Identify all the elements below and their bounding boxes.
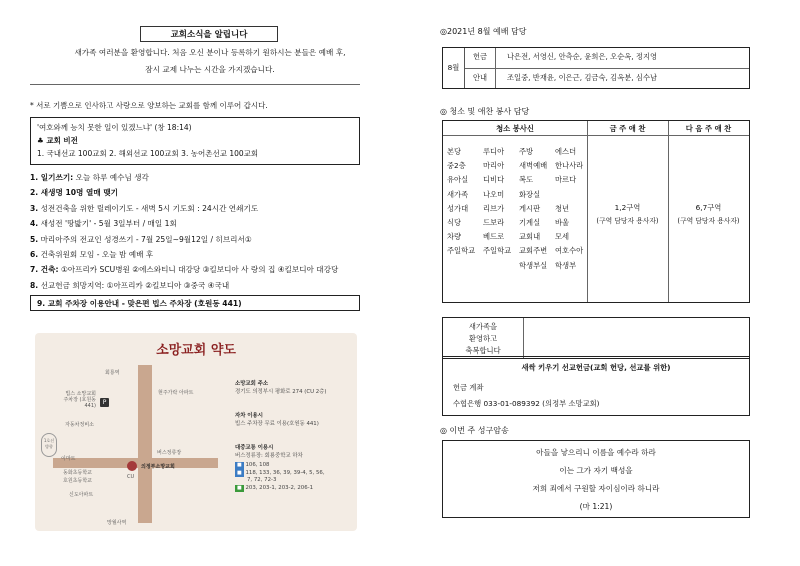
map-label-garage: 자동차정비소	[65, 422, 94, 428]
greeting-text: * 서로 기쁨으로 인사하고 사랑으로 양보하는 교회를 함께 이루어 갑시다.	[30, 101, 268, 110]
duty-row-label: 헌금	[472, 52, 488, 61]
list-item: 6. 건축위원회 모임 - 오늘 밤 예배 후	[30, 250, 154, 260]
map-label-apt: 현주가락 아파트	[158, 390, 194, 396]
next-week-note: (구역 담당자 용사자)	[677, 217, 740, 225]
this-week-note: (구역 담당자 용사자)	[596, 217, 659, 225]
map-label-school2: 호원초등학교	[63, 478, 92, 484]
map-label-church: 의정부소망교회	[141, 464, 175, 470]
memory-verse-box	[442, 440, 750, 518]
map-label-bottom: 망월사역	[107, 520, 127, 526]
seed-offering-box	[442, 356, 750, 416]
map-label-school: 동화초등학교	[63, 470, 92, 476]
map-info-address: 소망교회 주소 경기도 의정부시 평화로 274 (CU 2층)	[235, 381, 327, 395]
clean-col-areas: 본당 중2층 유아실 새가족 성가대 식당 차량 주일학교	[447, 147, 476, 256]
map-label-mart: 이마트	[61, 456, 76, 462]
notice-list	[30, 170, 370, 293]
vision-title: ♣ 교회 비전	[37, 136, 78, 145]
seed-offering-title: 새싹 키우기 선교헌금(교회 헌당, 선교를 위한)	[521, 363, 671, 372]
map-title: 소망교회 약도	[156, 343, 236, 358]
vision-box	[30, 117, 360, 165]
col-head-service: 청소 봉사신	[496, 124, 534, 133]
church-marker-icon	[127, 461, 137, 471]
notice-title: 교회소식을 알립니다	[140, 26, 278, 42]
list-item: 8. 선교헌금 희망지역: ①아프리카 ②킬보디아 ③중국 ④국내	[30, 280, 230, 290]
list-item: 3. 성전건축을 위한 릴레이기도 - 새벽 5시 기도회 : 24시간 연쇄기도	[30, 203, 259, 213]
map-info-transit: 대중교통 이용시 버스정류장: 회룡중학교 하차 ■ 106, 108 ■ 118, 133, 36, 39, 39-4, 5, 56, 7, 72, 72-3 ■ 203, 203-1, 203-2, 206-1	[235, 445, 325, 491]
account-label: 헌금 계좌	[453, 383, 484, 392]
map-label-top: 회룡역	[105, 370, 120, 376]
duty-row-names: 조일중, 반재윤, 이은근, 김금숙, 김옥분, 심수남	[507, 73, 658, 82]
map-info-car: 자차 이용시 빕스 주차장 무료 이용(호원동 441)	[235, 413, 319, 427]
next-week-groups: 6,7구역	[695, 203, 722, 212]
road-vertical	[138, 365, 152, 523]
map-label-vips: 빕스 소망교회 주차장 (호원동 441)	[63, 391, 96, 409]
vision-list: 1. 국내선교 100교회 2. 해외선교 100교회 3. 농어촌선교 100교회	[37, 149, 259, 158]
bus-badge-icon: ■	[237, 484, 242, 491]
section-title-clean: ◎ 청소 및 애찬 봉사 담당	[440, 107, 530, 116]
verse-line: 아들을 낳으리니 이름을 예수라 하라	[536, 448, 656, 457]
duty-month: 8월	[443, 48, 465, 88]
duty-row-label: 안내	[472, 73, 488, 82]
this-week-groups: 1,2구역	[614, 203, 641, 212]
duty-table	[442, 47, 750, 89]
church-map	[35, 333, 357, 531]
bus-badge-icon: ■	[237, 469, 242, 476]
map-label-bus: 버스정류장	[157, 450, 182, 456]
list-item: 7. 건축: ①아프리카 SCU병원 ②에스와티니 대강당 ③킬보디아 사 랑의 집 ④킬보디아 대강당	[30, 265, 339, 275]
section-title-verse: ◎ 이번 주 성구암송	[440, 426, 509, 435]
map-direction-badge: 1호선 방향	[41, 433, 57, 457]
col-head-this-week: 금 주 애 찬	[609, 124, 646, 133]
clean-col-areas-2: 주방 새벽예배 복도 화장실 게시판 기계실 교회내 교회주변 학생부실	[519, 147, 548, 270]
verse-line: 저희 죄에서 구원할 자이심이라 하니라	[532, 484, 660, 493]
divider	[30, 84, 360, 85]
verse-line: 이는 그가 자기 백성을	[559, 466, 633, 475]
col-head-next-week: 다 음 주 애 찬	[685, 124, 732, 133]
cleaning-table	[442, 120, 750, 303]
map-label-cu: CU	[127, 474, 135, 480]
welcome-newcomers-box	[442, 317, 750, 359]
clean-col-groups-2: 에스더 한나사라 마르다 청년 바울 모세 여호수아 학생부	[555, 147, 584, 270]
list-item: 4. 새성전 '땅밟기' - 5월 3일부터 / 매일 1회	[30, 219, 177, 229]
list-item: 2. 새생명 10명 열매 맺기	[30, 188, 118, 198]
list-item: 5. 마리아주의 전교인 성경쓰기 - 7월 25일~9월12일 / 히브리서①	[30, 234, 252, 244]
account-number: 수협은행 033-01-089392 (의정부 소망교회)	[453, 399, 600, 408]
welcome-text: 새가족 여러분을 환영합니다. 처음 오신 분이나 등록하기 원하시는 분들은 예배 후,	[74, 48, 346, 57]
welcome-newcomers-text: 새가족을 환영하고 축복합니다	[465, 322, 501, 355]
map-label-apt2: 신도아파트	[69, 492, 94, 498]
parking-icon: P	[100, 398, 109, 407]
verse-reference: (마 1:21)	[579, 502, 613, 511]
vision-verse: '여호와께 능치 못한 일이 있겠느냐' (창 18:14)	[37, 123, 192, 132]
clean-col-groups: 루디아 마리아 디비다 나오미 리브가 드보라 베드로 주일학교	[483, 147, 512, 256]
bus-badge-icon: ■	[237, 462, 242, 468]
parking-notice: 9. 교회 주차장 이용안내 - 맞은편 빕스 주차장 (호원동 441)	[30, 295, 360, 311]
list-item: 1. 일기쓰기: 오늘 하루 예수님 생각	[30, 173, 149, 182]
duty-row-names: 나은전, 서영신, 안측순, 윤희은, 오순옥, 정지영	[507, 52, 658, 61]
section-title-duty: ◎2021년 8월 예배 담당	[440, 27, 527, 36]
welcome-text-2: 잠시 교제 나누는 시간을 가지겠습니다.	[145, 65, 275, 74]
